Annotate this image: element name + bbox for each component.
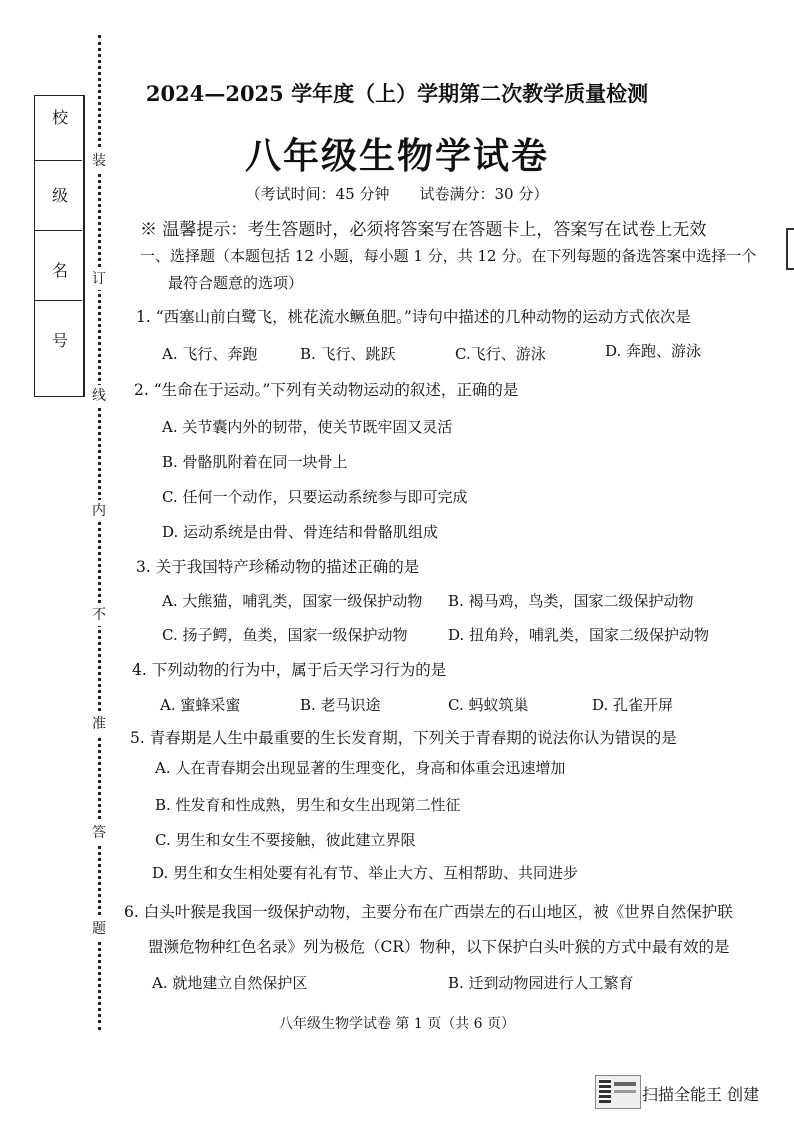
section-heading: 一、选择题（本题包括 12 小题，每小题 1 分，共 12 分。在下列每题的备选答案中选择一个	[140, 247, 757, 265]
qr-code-icon	[599, 1079, 611, 1103]
option: B. 老马识途	[300, 696, 381, 714]
binding-side-char: 不	[92, 604, 106, 626]
logo-mark	[614, 1090, 636, 1093]
section-heading-cont: 最符合题意的选项）	[168, 274, 304, 292]
option: D. 奔跑、游泳	[605, 342, 702, 360]
binding-side-char: 答	[92, 822, 106, 844]
binding-side-char: 线	[92, 385, 106, 407]
option: C. 蚂蚁筑巢	[448, 696, 529, 714]
binding-side-char: 订	[92, 268, 106, 290]
question-stem: 2. “生命在于运动。”下列有关动物运动的叙述，正确的是	[134, 381, 519, 399]
option: D. 孔雀开屏	[592, 696, 674, 714]
option: A. 蜜蜂采蜜	[160, 696, 241, 714]
question-stem: 5. 青春期是人生中最重要的生长发育期，下列关于青春期的说法你认为错误的是	[130, 729, 677, 747]
question-stem: 1. “西塞山前白鹭飞，桃花流水鳜鱼肥。”诗句中描述的几种动物的运动方式依次是	[136, 308, 691, 326]
option: D. 运动系统是由骨、骨连结和骨骼肌组成	[162, 523, 439, 541]
option: A. 就地建立自然保护区	[152, 974, 308, 992]
binding-side-char: 内	[92, 500, 106, 522]
edge-scan-mark	[786, 228, 794, 270]
option: D. 扭角羚，哺乳类，国家二级保护动物	[448, 626, 710, 644]
question-stem: 3. 关于我国特产珍稀动物的描述正确的是	[136, 558, 420, 576]
exam-info: （考试时间：45 分钟 试卷满分：30 分）	[245, 185, 549, 203]
question-stem: 6. 白头叶猴是我国一级保护动物，主要分布在广西崇左的石山地区，被《世界自然保护联	[124, 903, 733, 921]
binding-side-char: 题	[92, 918, 106, 940]
notice: ※ 温馨提示：考生答题时，必须将答案写在答题卡上，答案写在试卷上无效	[140, 220, 707, 240]
binding-side-char: 装	[92, 150, 106, 172]
scanner-watermark: 扫描全能王 创建	[642, 1085, 760, 1104]
exam-title: 2024—2025 学年度（上）学期第二次教学质量检测	[145, 81, 649, 106]
option: A. 大熊猫，哺乳类，国家一级保护动物	[162, 592, 423, 610]
binding-label-school: 校	[52, 108, 69, 127]
binding-side-char: 准	[92, 713, 106, 735]
page-footer: 八年级生物学试卷 第 1 页（共 6 页）	[278, 1016, 516, 1032]
question-stem: 4. 下列动物的行为中，属于后天学习行为的是	[132, 661, 447, 679]
option: A. 飞行、奔跑	[162, 345, 258, 363]
option: B. 飞行、跳跃	[300, 345, 396, 363]
binding-divider	[34, 230, 82, 231]
logo-mark	[614, 1082, 636, 1086]
option: C. 扬子鳄，鱼类，国家一级保护动物	[162, 626, 408, 644]
option: B. 性发育和性成熟，男生和女生出现第二性征	[155, 796, 461, 814]
option: C. 任何一个动作，只要运动系统参与即可完成	[162, 488, 468, 506]
binding-label-name: 名	[52, 261, 69, 280]
option: B. 骨骼肌附着在同一块骨上	[162, 453, 348, 471]
option: D. 男生和女生相处要有礼有节、举止大方、互相帮助、共同进步	[152, 864, 579, 882]
binding-label-class: 级	[52, 186, 69, 205]
binding-label-number: 号	[52, 331, 69, 350]
option: B. 迁到动物园进行人工繁育	[448, 974, 634, 992]
option: A. 关节囊内外的韧带，使关节既牢固又灵活	[162, 418, 453, 436]
option: C. 男生和女生不要接触，彼此建立界限	[155, 831, 416, 849]
page-title: 八年级生物学试卷	[244, 136, 549, 177]
question-stem-cont: 盟濒危物种红色名录》列为极危（CR）物种，以下保护白头叶猴的方式中最有效的是	[148, 938, 730, 956]
option: B. 褐马鸡，鸟类，国家二级保护动物	[448, 592, 694, 610]
scanner-logo-icon	[595, 1075, 641, 1109]
option: A. 人在青春期会出现显著的生理变化，身高和体重会迅速增加	[155, 759, 566, 777]
binding-divider	[34, 300, 82, 301]
option: C.飞行、游泳	[455, 345, 546, 363]
